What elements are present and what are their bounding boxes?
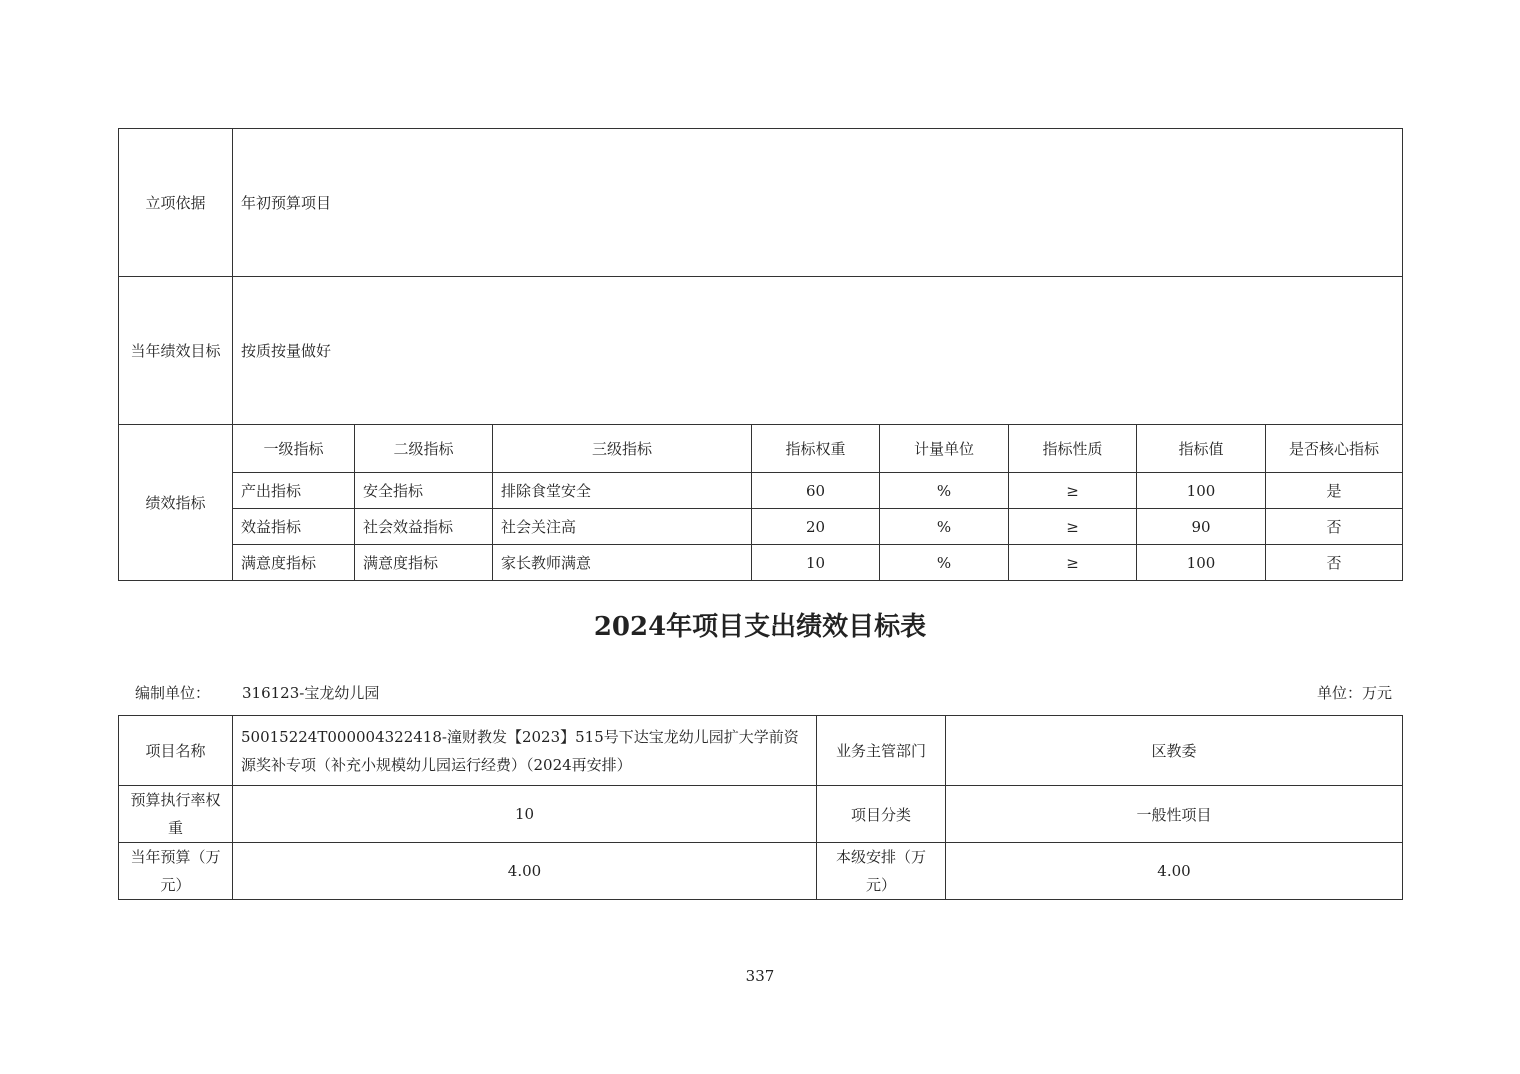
cell: % bbox=[880, 545, 1009, 581]
level-value: 4.00 bbox=[946, 843, 1403, 900]
category-value: 一般性项目 bbox=[946, 786, 1403, 843]
cell: ≥ bbox=[1009, 473, 1137, 509]
unit-value: 316123-宝龙幼儿园 bbox=[242, 684, 380, 702]
currency-unit: 单位：万元 bbox=[1316, 684, 1392, 702]
cell: 否 bbox=[1266, 509, 1403, 545]
project-table bbox=[118, 715, 1403, 900]
cell: 满意度指标 bbox=[355, 545, 493, 581]
cell: 产出指标 bbox=[233, 473, 355, 509]
cell: 否 bbox=[1266, 545, 1403, 581]
header-cell: 指标性质 bbox=[1009, 425, 1137, 473]
cell: 家长教师满意 bbox=[493, 545, 752, 581]
performance-table bbox=[118, 128, 1403, 581]
project-name-value: 50015224T000004322418-潼财教发【2023】515号下达宝龙幼儿园扩大学前资源奖补专项（补充小规模幼儿园运行经费）（2024再安排） bbox=[233, 716, 817, 786]
cell: 满意度指标 bbox=[233, 545, 355, 581]
header-cell: 三级指标 bbox=[493, 425, 752, 473]
header-cell: 指标值 bbox=[1137, 425, 1266, 473]
cell: 100 bbox=[1137, 473, 1266, 509]
cell: 90 bbox=[1137, 509, 1266, 545]
goal-value: 按质按量做好 bbox=[233, 277, 1403, 425]
cell: 20 bbox=[752, 509, 880, 545]
header-cell: 指标权重 bbox=[752, 425, 880, 473]
table-row bbox=[119, 545, 1403, 581]
cell: ≥ bbox=[1009, 545, 1137, 581]
unit-label: 编制单位： bbox=[135, 684, 211, 702]
dept-label: 业务主管部门 bbox=[817, 716, 946, 786]
cell: 社会效益指标 bbox=[355, 509, 493, 545]
basis-label: 立项依据 bbox=[119, 129, 233, 277]
cell: 10 bbox=[752, 545, 880, 581]
project-name-label: 项目名称 bbox=[119, 716, 233, 786]
goal-label: 当年绩效目标 bbox=[119, 277, 233, 425]
exec-rate-label: 预算执行率权重 bbox=[119, 786, 233, 843]
cell: 社会关注高 bbox=[493, 509, 752, 545]
cell: 是 bbox=[1266, 473, 1403, 509]
budget-label: 当年预算（万元） bbox=[119, 843, 233, 900]
cell: 100 bbox=[1137, 545, 1266, 581]
budget-value: 4.00 bbox=[233, 843, 817, 900]
cell: % bbox=[880, 473, 1009, 509]
cell: 排除食堂安全 bbox=[493, 473, 752, 509]
exec-rate-value: 10 bbox=[233, 786, 817, 843]
header-cell: 是否核心指标 bbox=[1266, 425, 1403, 473]
cell: 效益指标 bbox=[233, 509, 355, 545]
cell: % bbox=[880, 509, 1009, 545]
cell: 安全指标 bbox=[355, 473, 493, 509]
header-cell: 一级指标 bbox=[233, 425, 355, 473]
header-cell: 计量单位 bbox=[880, 425, 1009, 473]
page-number: 337 bbox=[745, 967, 775, 985]
basis-value: 年初预算项目 bbox=[233, 129, 1403, 277]
indicator-label: 绩效指标 bbox=[119, 425, 233, 581]
cell: ≥ bbox=[1009, 509, 1137, 545]
dept-value: 区教委 bbox=[946, 716, 1403, 786]
category-label: 项目分类 bbox=[817, 786, 946, 843]
page-title: 2024年项目支出绩效目标表 bbox=[593, 612, 927, 642]
cell: 60 bbox=[752, 473, 880, 509]
header-cell: 二级指标 bbox=[355, 425, 493, 473]
table-row bbox=[119, 473, 1403, 509]
table-row bbox=[119, 509, 1403, 545]
level-label: 本级安排（万元） bbox=[817, 843, 946, 900]
